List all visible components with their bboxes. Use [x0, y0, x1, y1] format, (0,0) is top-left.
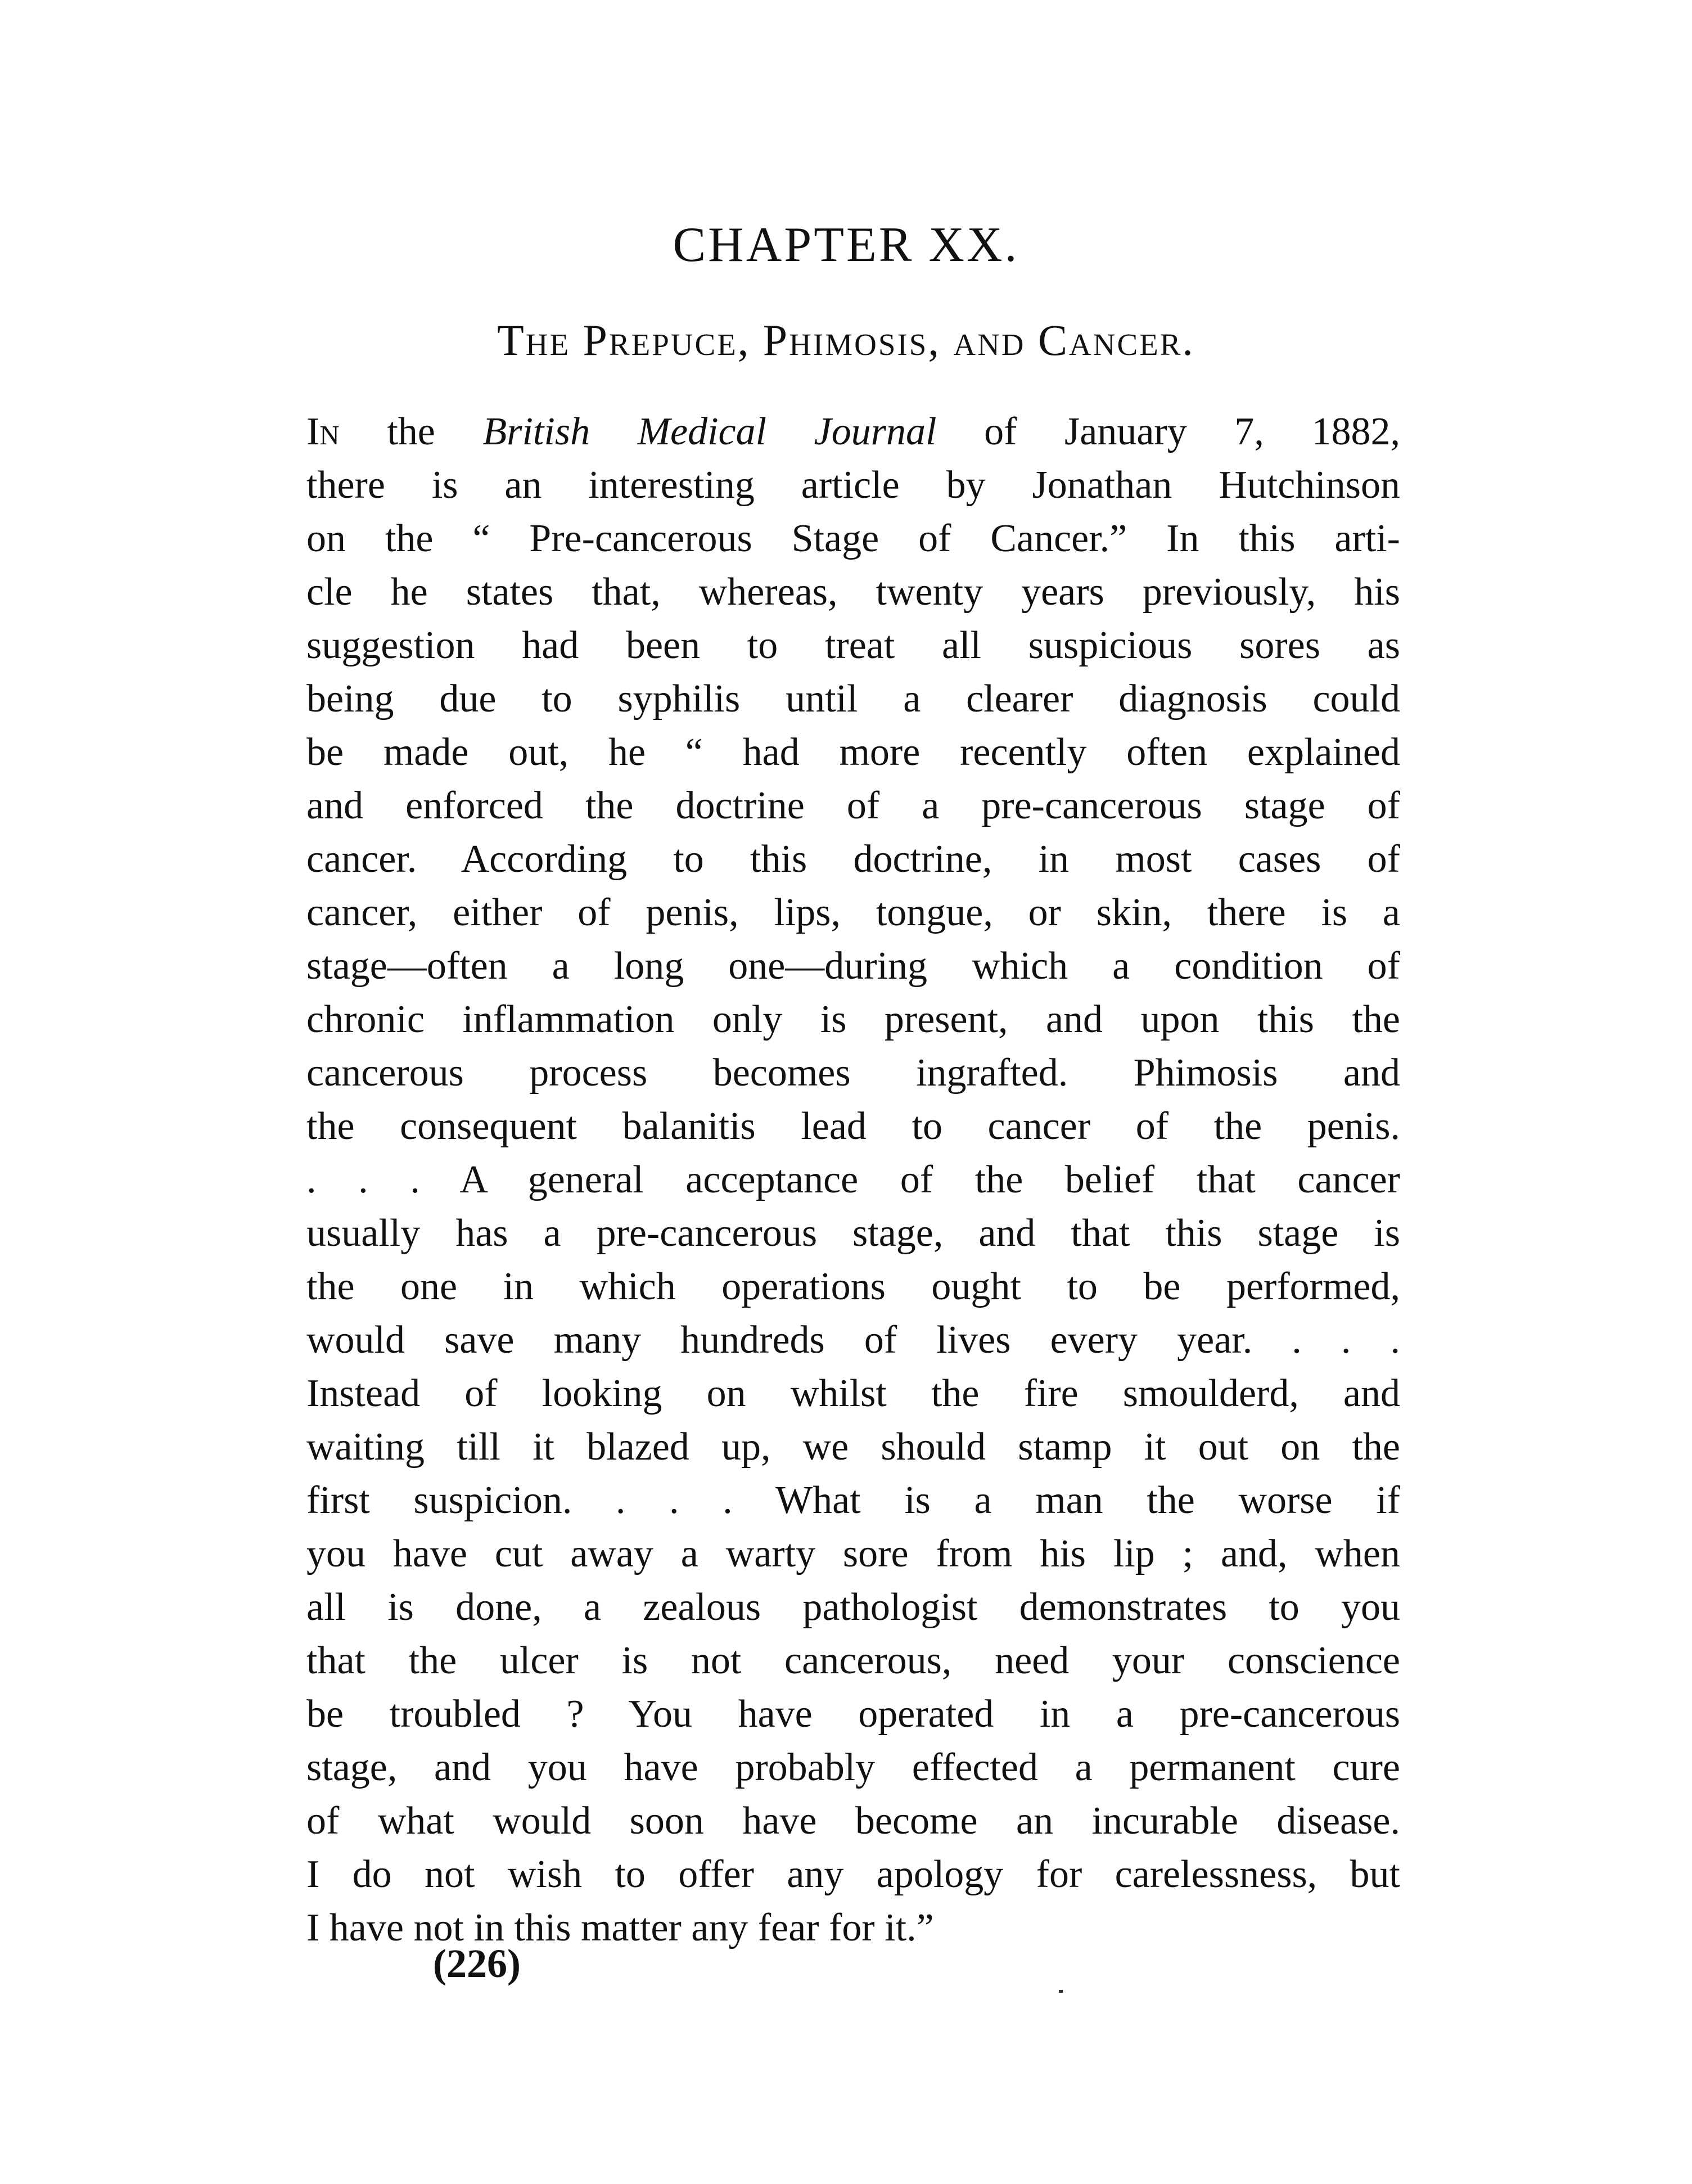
paragraph-line: Instead of looking on whilst the fire smoulderd, and — [306, 1372, 1400, 1415]
print-speck — [1059, 1990, 1063, 1993]
paragraph-line: cle he states that, whereas, twenty years previously, his — [306, 570, 1400, 614]
paragraph-line: I have not in this matter any fear for it.” — [306, 1906, 934, 1949]
paragraph-line: stage—often a long one—during which a condition of — [306, 944, 1400, 988]
paragraph-line: cancer, either of penis, lips, tongue, or skin, there is a — [306, 891, 1400, 934]
paragraph-line: first suspicion. . . . What is a man the worse if — [306, 1479, 1400, 1522]
paragraph-line: and enforced the doctrine of a pre-cancerous stage of — [306, 784, 1400, 827]
page-number: (226) — [433, 1941, 521, 1986]
paragraph-line: being due to syphilis until a clearer diagnosis could — [306, 677, 1400, 721]
paragraph-line: stage, and you have probably effected a permanent cure — [306, 1746, 1400, 1789]
paragraph-line: chronic inflammation only is present, and upon this the — [306, 998, 1400, 1041]
paragraph-line: suggestion had been to treat all suspicious sores as — [306, 624, 1400, 667]
chapter-subtitle: The Prepuce, Phimosis, and Cancer. — [497, 316, 1195, 364]
paragraph-line: would save many hundreds of lives every year. . . . — [306, 1318, 1400, 1362]
paragraph-line: on the “ Pre-cancerous Stage of Cancer.” In this arti- — [306, 517, 1400, 560]
paragraph-line: that the ulcer is not cancerous, need your conscience — [306, 1639, 1400, 1682]
chapter-paragraph — [306, 405, 1400, 1955]
paragraph-line: usually has a pre-cancerous stage, and that this stage is — [306, 1212, 1400, 1255]
paragraph-line: be made out, he “ had more recently often explained — [306, 731, 1400, 774]
paragraph-line-tail: of January 7, 1882, — [936, 410, 1400, 453]
journal-title: British Medical Journal — [482, 410, 937, 453]
paragraph-line: be troubled ? You have operated in a pre-cancerous — [306, 1692, 1400, 1736]
paragraph-line: cancer. According to this doctrine, in most cases of — [306, 837, 1400, 881]
paragraph-line: there is an interesting article by Jonathan Hutchinson — [306, 463, 1400, 507]
paragraph-line: the one in which operations ought to be performed, — [306, 1265, 1400, 1308]
paragraph-line: of what would soon have become an incurable disease. — [306, 1799, 1400, 1843]
paragraph-line: you have cut away a warty sore from his lip ; and, when — [306, 1532, 1400, 1575]
paragraph-line — [306, 405, 1400, 458]
paragraph-line: . . . A general acceptance of the belief that cancer — [306, 1158, 1400, 1201]
paragraph-line: the consequent balanitis lead to cancer of the penis. — [306, 1105, 1400, 1148]
paragraph-lead-word: In — [306, 410, 340, 453]
paragraph-line: cancerous process becomes ingrafted. Phimosis and — [306, 1051, 1400, 1095]
paragraph-lead-rest: the — [339, 410, 483, 453]
paragraph-line: waiting till it blazed up, we should stamp it out on the — [306, 1425, 1400, 1469]
paragraph-line: all is done, a zealous pathologist demonstrates to you — [306, 1586, 1400, 1629]
chapter-title: CHAPTER XX. — [673, 218, 1019, 272]
paragraph-line: I do not wish to offer any apology for carelessness, but — [306, 1853, 1400, 1896]
